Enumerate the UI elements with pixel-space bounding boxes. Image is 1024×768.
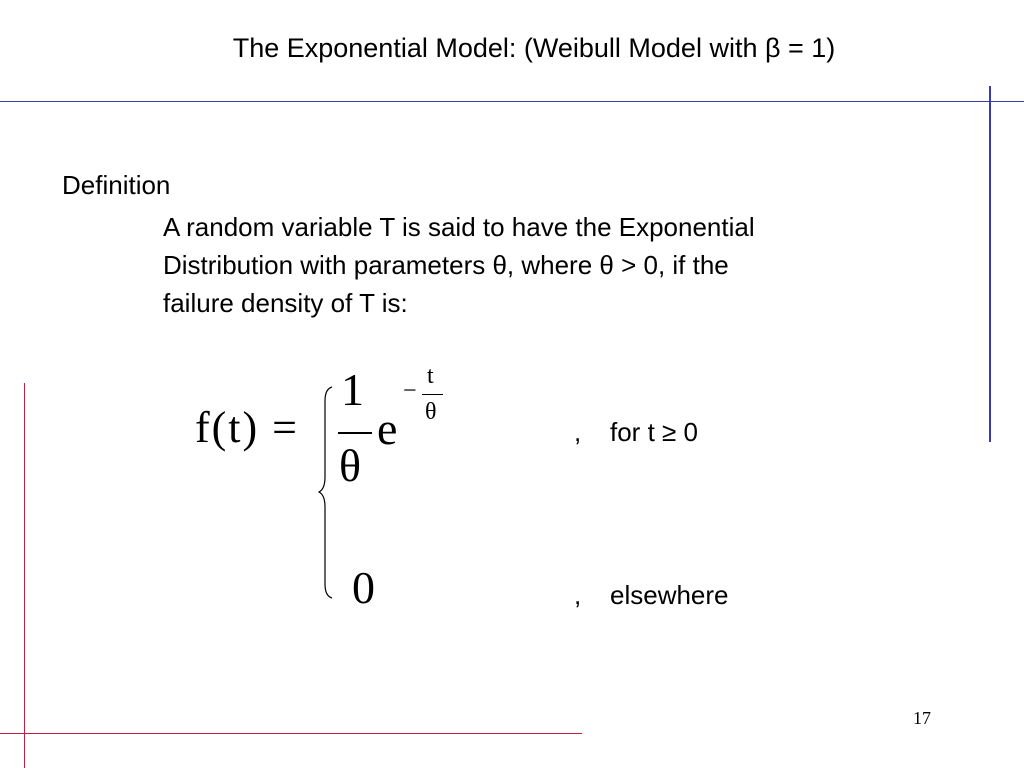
fraction-bar: [338, 432, 372, 434]
top-horizontal-rule: [0, 101, 1024, 102]
fraction-denominator: θ: [339, 440, 362, 491]
definition-line: A random variable T is said to have the Exponential: [163, 212, 755, 242]
case1-separator: ,: [574, 417, 582, 447]
exponent-denominator: θ: [425, 399, 437, 425]
case1-condition: for t ≥ 0: [610, 417, 698, 447]
fraction-numerator: 1: [341, 364, 364, 415]
exponent-numerator: t: [427, 363, 434, 389]
page-number: 17: [913, 708, 931, 728]
definition-line: failure density of T is:: [163, 288, 408, 318]
definition-heading: Definition: [62, 170, 171, 200]
case2-condition: elsewhere: [610, 580, 729, 610]
exponent-fraction-bar: [422, 394, 443, 395]
exponent-sign: −: [403, 378, 417, 404]
exponential-base: e: [377, 403, 398, 454]
right-vertical-rule: [989, 86, 991, 442]
case2-separator: ,: [574, 580, 582, 610]
case1-condition-row: [574, 416, 698, 448]
left-vertical-rule: [24, 383, 25, 768]
case2-value: 0: [352, 562, 375, 613]
case2-condition-row: [574, 579, 729, 611]
slide-title: The Exponential Model: (Weibull Model with β = 1): [232, 33, 836, 63]
definition-line: Distribution with parameters θ, where θ > 0, if the: [163, 250, 729, 280]
definition-body: [163, 208, 963, 322]
left-brace-icon: [318, 385, 334, 600]
bottom-horizontal-rule: [0, 733, 582, 734]
formula-lhs: f(t) =: [195, 403, 299, 452]
